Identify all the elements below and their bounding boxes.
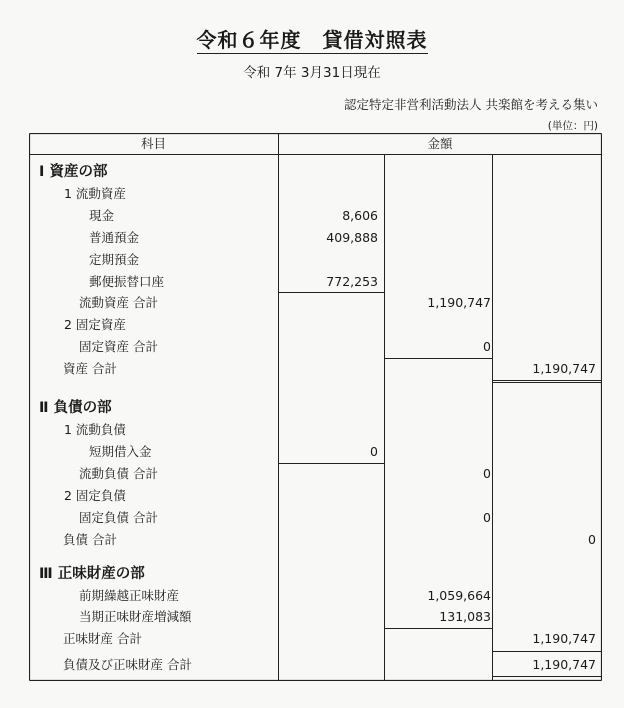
table-row bbox=[29, 336, 602, 358]
amount-col2: 1,059,664 bbox=[427, 588, 491, 603]
row-label: 1 流動資産 bbox=[64, 186, 126, 201]
row-label: 負債 合計 bbox=[63, 532, 117, 547]
row-label: 1 流動負債 bbox=[64, 422, 126, 437]
table-row bbox=[29, 292, 602, 314]
amount-col1: 8,606 bbox=[342, 208, 378, 223]
table-row bbox=[29, 441, 602, 463]
amount-col2: 0 bbox=[483, 510, 491, 525]
amount-col1: 0 bbox=[370, 444, 378, 459]
table-row bbox=[29, 485, 602, 507]
amount-col3: 0 bbox=[588, 532, 596, 547]
table-row bbox=[29, 397, 602, 419]
table-row bbox=[29, 654, 602, 676]
row-label: 郵便振替口座 bbox=[89, 274, 165, 289]
amount-col3: 1,190,747 bbox=[532, 657, 596, 672]
table-row bbox=[29, 271, 602, 293]
row-label: Ⅲ 正味財産の部 bbox=[39, 566, 145, 582]
table-row bbox=[29, 205, 602, 227]
table-row bbox=[29, 606, 602, 628]
table-row bbox=[29, 183, 602, 205]
row-label: 固定負債 合計 bbox=[79, 510, 158, 525]
row-label: 資産 合計 bbox=[63, 361, 117, 376]
table-row bbox=[29, 463, 602, 485]
balance-sheet-table bbox=[29, 133, 602, 681]
row-label: 2 固定負債 bbox=[64, 488, 126, 503]
amount-col3: 1,190,747 bbox=[532, 631, 596, 646]
table-row bbox=[29, 227, 602, 249]
table-row bbox=[29, 529, 602, 551]
row-label: 負債及び正味財産 合計 bbox=[63, 657, 192, 672]
document-title: 令和６年度 貸借対照表 bbox=[196, 28, 428, 52]
row-label: 2 固定資産 bbox=[64, 317, 126, 332]
organization-name: 認定特定非営利活動法人 共楽館を考える集い bbox=[344, 97, 598, 112]
as-of-date: 令和 7年 3月31日現在 bbox=[243, 65, 381, 81]
amount-col2: 0 bbox=[483, 466, 491, 481]
table-row bbox=[29, 249, 602, 271]
table-row bbox=[29, 358, 602, 380]
row-label: 短期借入金 bbox=[89, 444, 152, 459]
header-amount: 金額 bbox=[427, 136, 453, 151]
amount-col3: 1,190,747 bbox=[532, 361, 596, 376]
row-label: 普通預金 bbox=[89, 230, 140, 245]
amount-col1: 772,253 bbox=[326, 274, 378, 289]
table-row bbox=[29, 314, 602, 336]
amount-col2: 0 bbox=[483, 339, 491, 354]
header-subject: 科目 bbox=[140, 136, 166, 151]
table-row bbox=[29, 563, 602, 585]
row-label: 現金 bbox=[89, 208, 115, 223]
row-label: 前期繰越正味財産 bbox=[79, 588, 180, 603]
row-label: 定期預金 bbox=[89, 252, 140, 267]
table-row bbox=[29, 507, 602, 529]
table-row bbox=[29, 161, 602, 183]
amount-col1: 409,888 bbox=[326, 230, 378, 245]
table-row bbox=[29, 628, 602, 650]
row-label: 固定資産 合計 bbox=[79, 339, 158, 354]
amount-col2: 131,083 bbox=[439, 609, 491, 624]
row-label: 当期正味財産増減額 bbox=[79, 609, 192, 624]
row-label: 流動負債 合計 bbox=[79, 466, 158, 481]
table-row bbox=[29, 419, 602, 441]
row-label: 正味財産 合計 bbox=[63, 631, 142, 646]
unit-label: (単位：円) bbox=[547, 120, 598, 132]
row-label: Ⅱ 負債の部 bbox=[39, 400, 112, 416]
row-label: Ⅰ 資産の部 bbox=[39, 164, 108, 180]
amount-col2: 1,190,747 bbox=[427, 295, 491, 310]
row-label: 流動資産 合計 bbox=[79, 295, 158, 310]
table-row bbox=[29, 585, 602, 607]
